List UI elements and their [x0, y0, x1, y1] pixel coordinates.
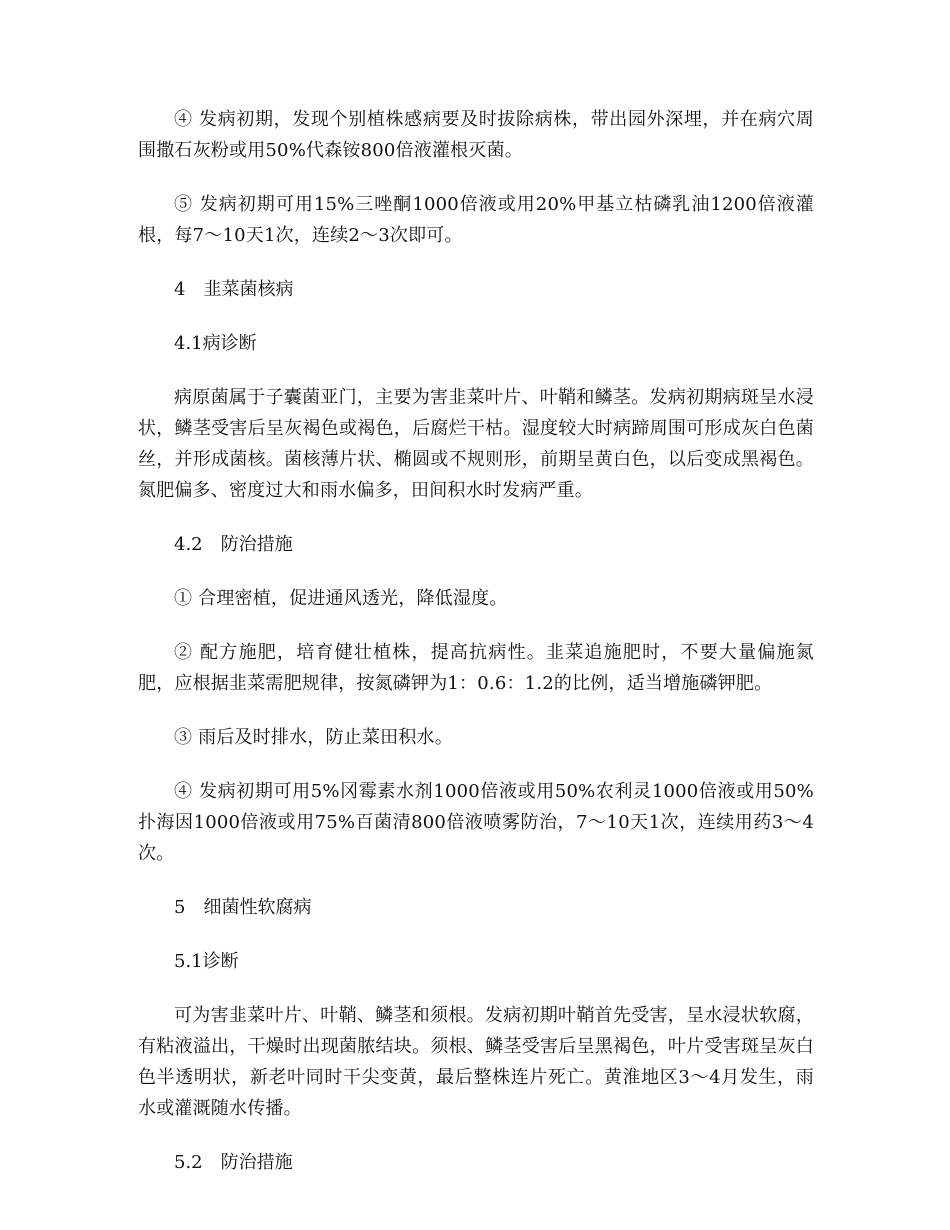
subsection-heading-5-1: 5.1诊断 — [174, 951, 239, 972]
paragraph-item-4-spray: ④ 发病初期可用5%冈霉素水剂1000倍液或用50%农利灵1000倍液或用50%扑海因1000倍液或用75%百菌清800倍液喷雾防治，7～10天1次，连续用药3～4次。 — [138, 781, 814, 864]
section-heading-5: 5 细菌性软腐病 — [174, 897, 312, 918]
paragraph-item-1-density: ① 合理密植，促进通风透光，降低湿度。 — [174, 588, 508, 609]
subsection-heading-4-1: 4.1病诊断 — [174, 333, 257, 354]
paragraph-item-5-triadimefon: ⑤ 发病初期可用15%三唑酮1000倍液或用20%甲基立枯磷乳油1200倍液灌根，每7～10天1次，连续2～3次即可。 — [138, 194, 814, 246]
subsection-heading-5-2: 5.2 防治措施 — [174, 1152, 293, 1173]
paragraph-item-2-fertilizer: ② 配方施肥，培育健壮植株，提高抗病性。韭菜追施肥时，不要大量偏施氮肥，应根据韭菜需肥规律，按氮磷钾为1：0.6：1.2的比例，适当增施磷钾肥。 — [138, 642, 814, 694]
paragraph-diagnosis-5: 可为害韭菜叶片、叶鞘、鳞茎和须根。发病初期叶鞘首先受害，呈水浸状软腐，有粘液溢出，干燥时出现菌脓结块。须根、鳞茎受害后呈黑褐色，叶片受害斑呈灰白色半透明状，新老叶同时干尖变黄，最后整株连片死亡。黄淮地区3～4月发生，雨水或灌溉随水传播。 — [138, 1005, 814, 1119]
paragraph-item-3-drainage: ③ 雨后及时排水，防止菜田积水。 — [174, 727, 453, 748]
section-heading-4: 4 韭菜菌核病 — [174, 279, 294, 300]
paragraph-diagnosis-4: 病原菌属于子囊菌亚门，主要为害韭菜叶片、叶鞘和鳞茎。发病初期病斑呈水浸状，鳞茎受害后呈灰褐色或褐色，后腐烂干枯。湿度较大时病蹄周围可形成灰白色菌丝，并形成菌核。菌核薄片状、椭圆或不规则形，前期呈黄白色，以后变成黑褐色。氮肥偏多、密度过大和雨水偏多，田间积水时发病严重。 — [138, 387, 814, 501]
document-page — [138, 104, 814, 1201]
subsection-heading-4-2: 4.2 防治措施 — [174, 534, 293, 555]
paragraph-item-4-uproot: ④ 发病初期，发现个别植株感病要及时拔除病株，带出园外深埋，并在病穴周围撒石灰粉或用50%代森铵800倍液灌根灭菌。 — [138, 109, 814, 161]
